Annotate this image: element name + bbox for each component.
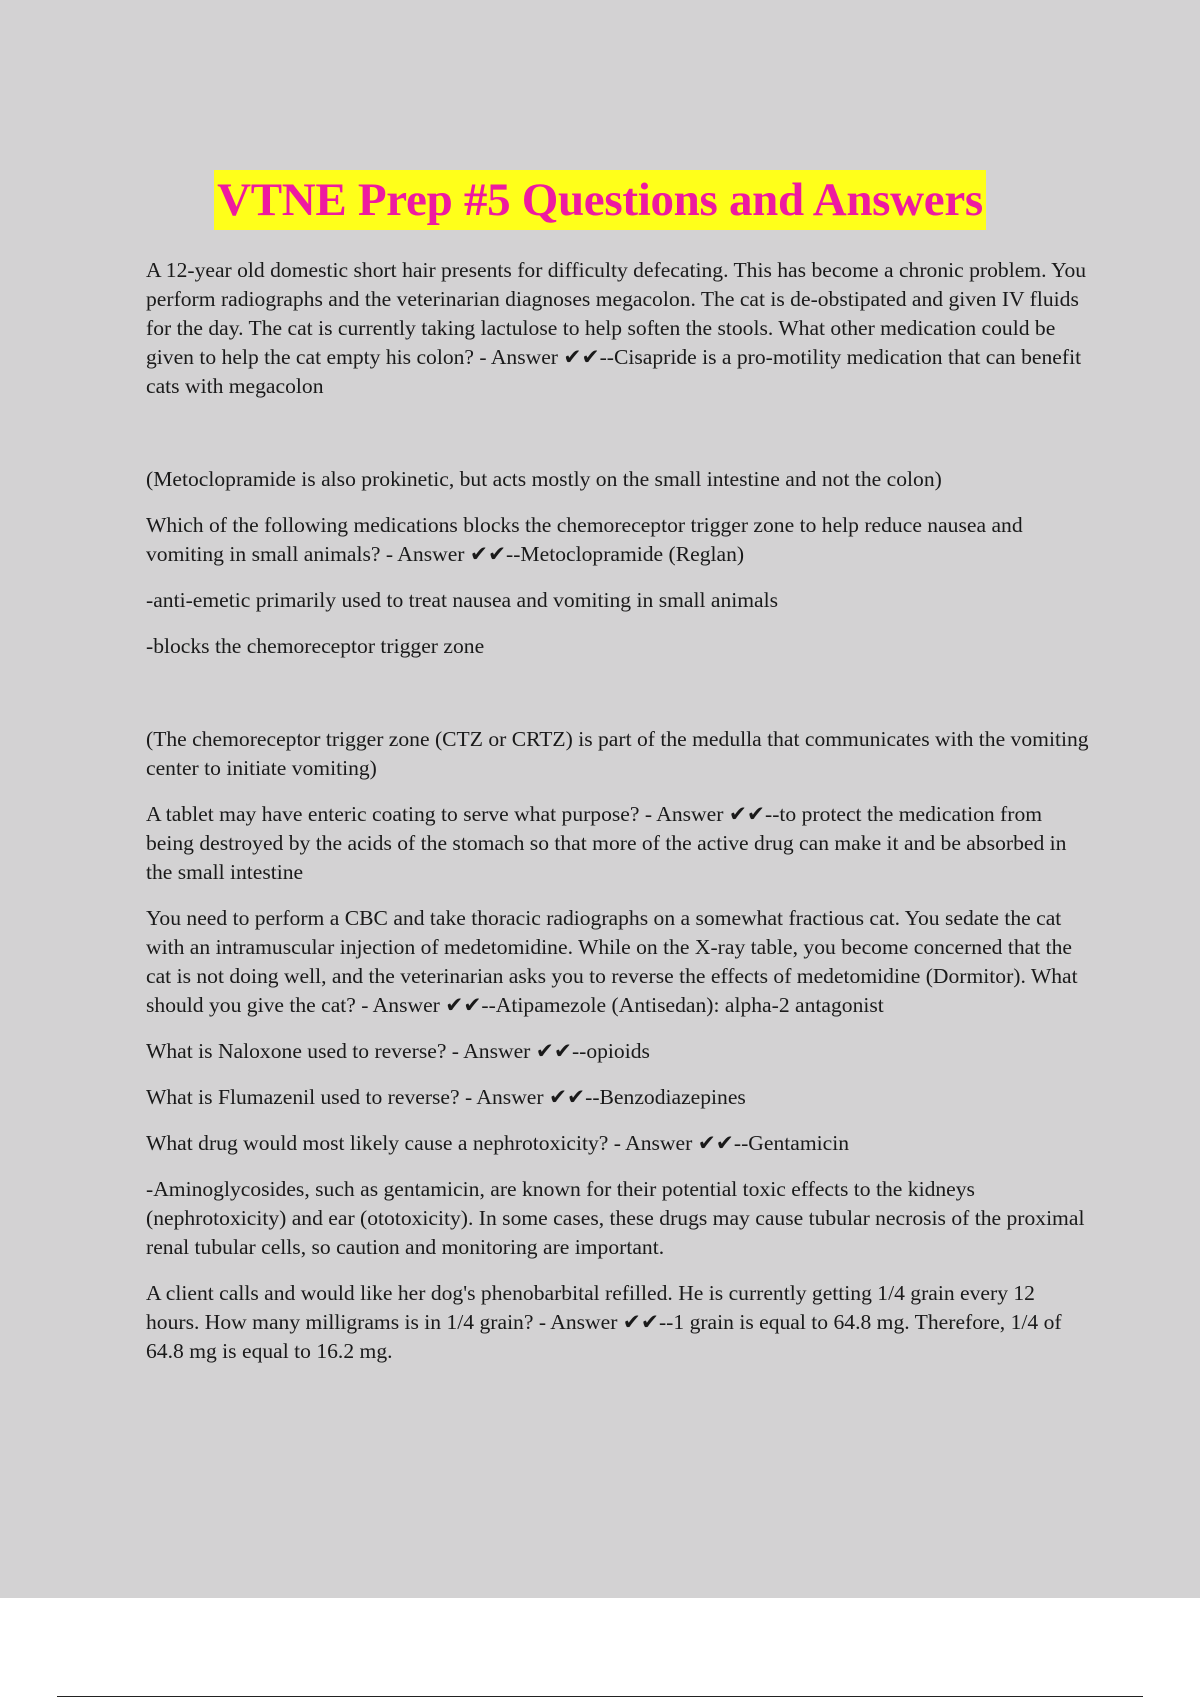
spacer [146,783,1091,800]
spacer [146,1112,1091,1129]
paragraph-metoclopramide-note: (Metoclopramide is also prokinetic, but acts mostly on the small intestine and not the colon) [146,467,942,491]
paragraph-anti-emetic-note: -anti-emetic primarily used to treat nausea and vomiting in small animals [146,588,779,612]
document-body [146,256,1091,1366]
spacer [146,569,1091,586]
document-title: VTNE Prep #5 Questions and Answers [214,170,986,230]
spacer [146,887,1091,904]
paragraph-blocks-ctz-note: -blocks the chemoreceptor trigger zone [146,634,485,658]
spacer [146,661,1091,725]
paragraph-ctz-definition: (The chemoreceptor trigger zone (CTZ or CRTZ) is part of the medulla that communicates with the vomiting center to initiate vomiting) [146,727,1089,780]
paragraph-flumazenil-question: What is Flumazenil used to reverse? - Answer ✔✔--Benzodiazepines [146,1085,746,1109]
footer-divider [57,1696,1143,1697]
paragraph-aminoglycosides-note: -Aminoglycosides, such as gentamicin, are known for their potential toxic effects to the kidneys (nephrotoxicity) and ear (ototoxicity). In some cases, these drugs may cause tubular necrosis of the proximal renal tubular cells, so caution and monitoring are important. [146,1177,1085,1259]
paragraph-enteric-coating-question: A tablet may have enteric coating to serve what purpose? - Answer ✔✔--to protect the medication from being destroyed by the acids of the stomach so that more of the active drug can make it and be absorbed in the small intestine [146,802,1067,884]
paragraph-megacolon-question: A 12-year old domestic short hair presents for difficulty defecating. This has become a chronic problem. You perform radiographs and the veterinarian diagnoses megacolon. The cat is de-obstipated and given IV fluids for the day. The cat is currently taking lactulose to help soften the stools. What other medication could be given to help the cat empty his colon? - Answer ✔✔--Cisapride is a pro-motility medication that can benefit cats with megacolon [146,258,1087,398]
paragraph-medetomidine-question: You need to perform a CBC and take thoracic radiographs on a somewhat fractious cat. You sedate the cat with an intramuscular injection of medetomidine. While on the X-ray table, you become concerned that the cat is not doing well, and the veterinarian asks you to reverse the effects of medetomidine (Dormitor). What should you give the cat? - Answer ✔✔--Atipamezole (Antisedan): alpha-2 antagonist [146,906,1078,1017]
spacer [146,494,1091,511]
paragraph-naloxone-question: What is Naloxone used to reverse? - Answer ✔✔--opioids [146,1039,650,1063]
spacer [146,401,1091,465]
spacer [146,615,1091,632]
paragraph-ctz-question: Which of the following medications blocks the chemoreceptor trigger zone to help reduce nausea and vomiting in small animals? - Answer ✔✔--Metoclopramide (Reglan) [146,513,1023,566]
spacer [146,1158,1091,1175]
spacer [146,1066,1091,1083]
spacer [146,1020,1091,1037]
spacer [146,1262,1091,1279]
paragraph-phenobarbital-question: A client calls and would like her dog's phenobarbital refilled. He is currently getting 1/4 grain every 12 hours. How many milligrams is in 1/4 grain? - Answer ✔✔--1 grain is equal to 64.8 mg. Therefore, 1/4 of 64.8 mg is equal to 16.2 mg. [146,1281,1062,1363]
paragraph-nephrotoxicity-question: What drug would most likely cause a nephrotoxicity? - Answer ✔✔--Gentamicin [146,1131,850,1155]
title-container [0,170,1200,230]
